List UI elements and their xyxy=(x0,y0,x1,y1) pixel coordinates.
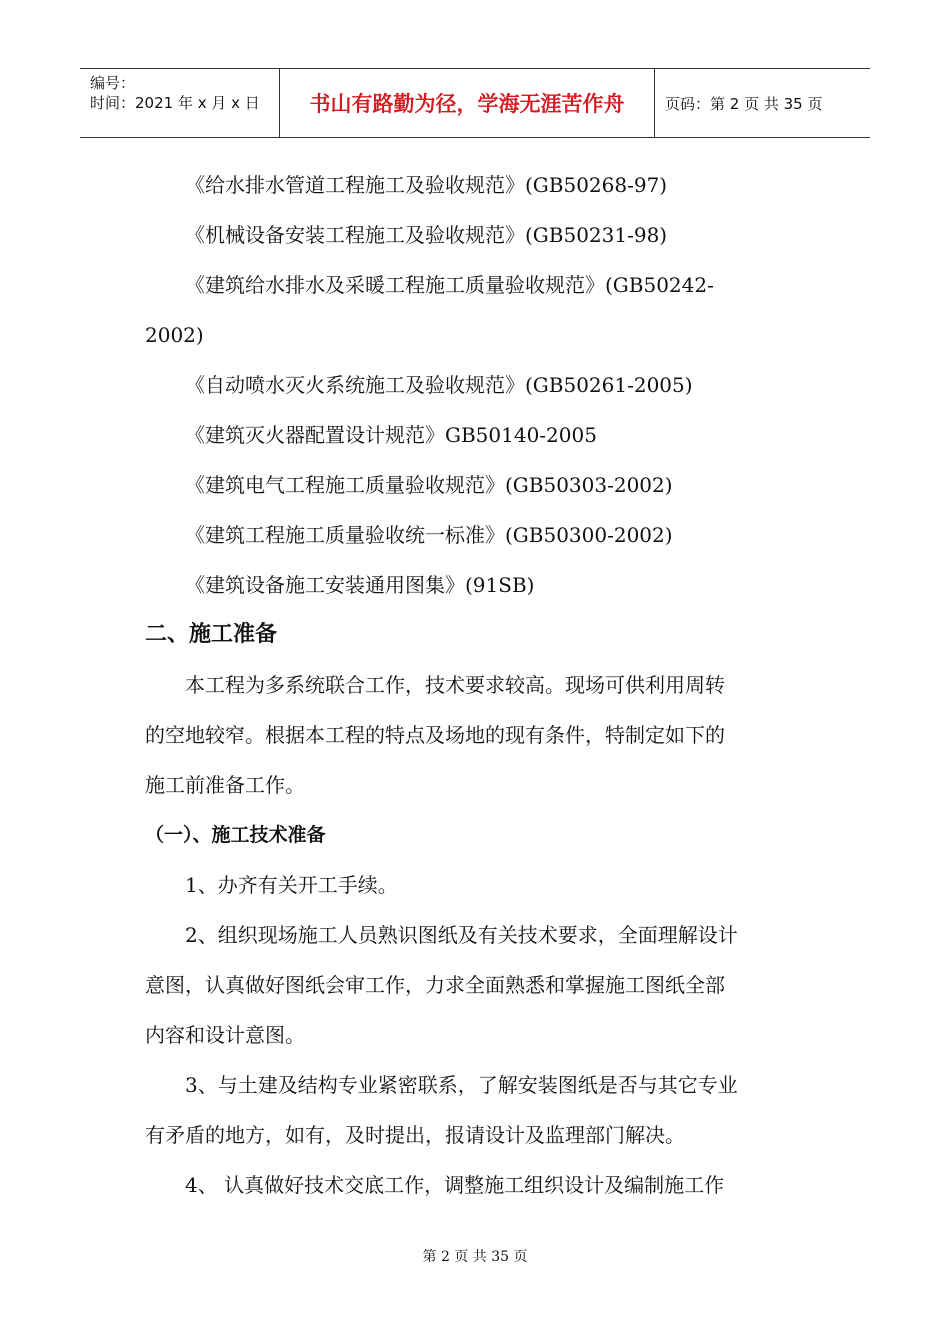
reference-item: 《给水排水管道工程施工及验收规范》(GB50268-97) xyxy=(185,173,668,197)
document-number-label: 编号： xyxy=(90,74,136,92)
document-date: 时间：2021 年 x 月 x 日 xyxy=(90,94,260,112)
list-item-continued: 有矛盾的地方，如有，及时提出，报请设计及监理部门解决。 xyxy=(145,1123,685,1147)
page-footer: 第 2 页 共 35 页 xyxy=(422,1249,528,1265)
page-header xyxy=(80,68,870,138)
paragraph-line: 的空地较窄。根据本工程的特点及场地的现有条件，特制定如下的 xyxy=(145,723,725,747)
reference-item: 《建筑给水排水及采暖工程施工质量验收规范》(GB50242- xyxy=(185,273,714,297)
header-page-info: 页码：第 2 页 共 35 页 xyxy=(665,94,823,113)
header-slogan: 书山有路勤为径，学海无涯苦作舟 xyxy=(280,69,655,137)
list-item: 3、与土建及结构专业紧密联系，了解安装图纸是否与其它专业 xyxy=(185,1073,738,1097)
reference-item: 《建筑电气工程施工质量验收规范》(GB50303-2002) xyxy=(185,473,673,497)
reference-item: 《建筑设备施工安装通用图集》(91SB) xyxy=(185,573,535,597)
list-item-continued: 内容和设计意图。 xyxy=(145,1023,305,1047)
reference-item-continued: 2002) xyxy=(145,323,204,347)
list-item: 4、 认真做好技术交底工作，调整施工组织设计及编制施工作 xyxy=(185,1173,725,1197)
list-item: 1、办齐有关开工手续。 xyxy=(185,873,398,897)
section-heading: 二、施工准备 xyxy=(145,622,278,647)
document-body xyxy=(145,160,810,1210)
reference-item: 《机械设备安装工程施工及验收规范》(GB50231-98) xyxy=(185,223,668,247)
paragraph-line: 施工前准备工作。 xyxy=(145,773,305,797)
reference-item: 《建筑工程施工质量验收统一标准》(GB50300-2002) xyxy=(185,523,673,547)
header-meta xyxy=(80,69,280,137)
subsection-heading: （一）、施工技术准备 xyxy=(145,824,326,846)
paragraph-line: 本工程为多系统联合工作，技术要求较高。现场可供利用周转 xyxy=(185,673,725,697)
list-item: 2、组织现场施工人员熟识图纸及有关技术要求，全面理解设计 xyxy=(185,923,738,947)
reference-item: 《自动喷水灭火系统施工及验收规范》(GB50261-2005) xyxy=(185,373,693,397)
list-item-continued: 意图，认真做好图纸会审工作，力求全面熟悉和掌握施工图纸全部 xyxy=(145,973,725,997)
reference-item: 《建筑灭火器配置设计规范》GB50140-2005 xyxy=(185,423,597,447)
